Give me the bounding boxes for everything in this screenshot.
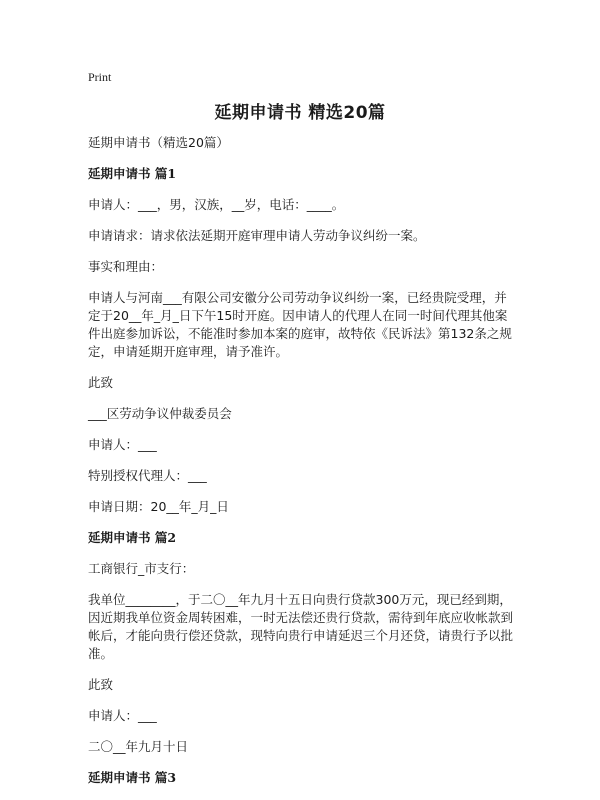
recipient-line: ___区劳动争议仲裁委员会 — [88, 406, 232, 421]
request-line: 申请请求：请求依法延期开庭审理申请人劳动争议纠纷一案。 — [88, 228, 426, 243]
salutation-2: 此致 — [88, 677, 114, 692]
signature-applicant-2: 申请人：___ — [88, 708, 157, 723]
application-date-2: 二〇__年九月十日 — [88, 739, 189, 754]
salutation: 此致 — [88, 375, 114, 390]
print-link[interactable]: Print — [88, 70, 112, 84]
bank-recipient: 工商银行_市支行： — [88, 561, 195, 576]
document-title: 延期申请书 精选20篇 — [214, 103, 386, 123]
signature-agent: 特别授权代理人：___ — [88, 468, 207, 483]
applicant-line: 申请人：___，男，汉族，__岁，电话：____。 — [88, 197, 345, 212]
loan-paragraph: 我单位________，于二〇__年九月十五日向贵行贷款300万元，现已经到期，因近期我单位资金周转困难，一时无法偿还贵行贷款，需待到年底应收帐款到帐后，才能向贵行偿还贷款，现特向贵行申请延迟三个月还贷，请贵行予以批准。 — [88, 592, 514, 661]
signature-applicant: 申请人：___ — [88, 437, 157, 452]
facts-paragraph: 申请人与河南___有限公司安徽分公司劳动争议纠纷一案，已经贵院受理，并定于20__年_月_日下午15时开庭。因申请人的代理人在同一时间代理其他案件出庭参加诉讼，不能准时参加本案的庭审，故特依《民诉法》第132条之规定，申请延期开庭审理，请予准许。 — [88, 290, 512, 359]
document-subtitle: 延期申请书（精选20篇） — [88, 135, 229, 150]
application-date: 申请日期：20__年_月_日 — [88, 499, 229, 514]
section-heading-2: 延期申请书 篇2 — [88, 530, 177, 545]
document-content — [88, 134, 518, 800]
section-heading-1: 延期申请书 篇1 — [88, 166, 177, 181]
section-heading-3: 延期申请书 篇3 — [88, 770, 177, 785]
facts-label: 事实和理由： — [88, 259, 164, 274]
